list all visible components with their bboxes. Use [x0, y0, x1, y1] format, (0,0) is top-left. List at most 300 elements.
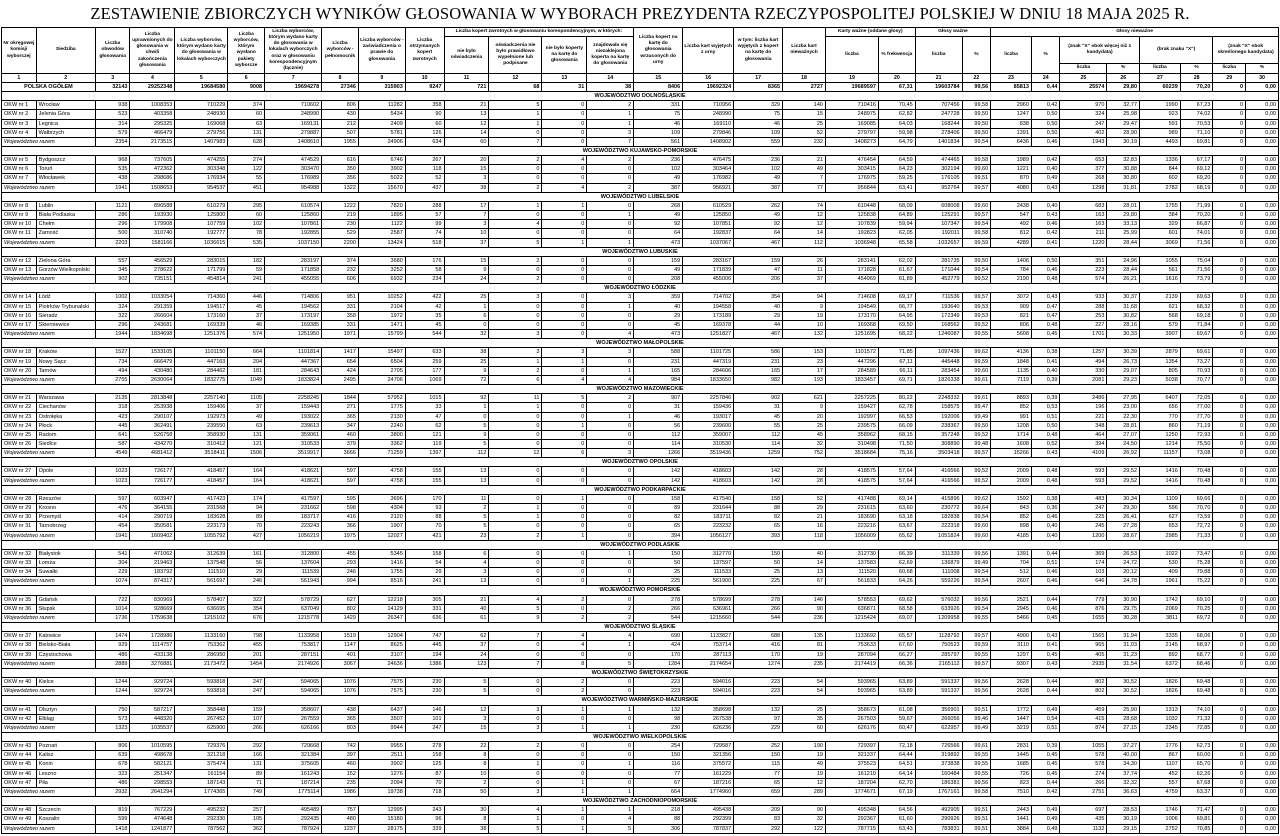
value-cell: 212 [322, 119, 359, 128]
value-cell: 69,48 [1180, 687, 1213, 696]
value-cell: 305 [405, 595, 444, 604]
value-cell: 131 [228, 128, 265, 137]
value-cell: 4 [489, 806, 542, 815]
value-cell: 99,60 [962, 531, 991, 540]
value-cell: 246 [228, 577, 265, 586]
value-cell: 0 [1213, 659, 1246, 668]
value-cell: 30,52 [1107, 678, 1140, 687]
value-cell: 0,00 [1246, 375, 1279, 384]
value-cell: 582121 [130, 760, 175, 769]
value-cell: 0 [542, 366, 587, 375]
value-cell: 262 [734, 201, 783, 210]
value-cell: 3107 [358, 650, 405, 659]
value-cell: 322 [95, 311, 130, 320]
value-cell: 289 [783, 787, 826, 796]
value-cell: 279887 [265, 128, 322, 137]
value-cell: 1447 [991, 714, 1032, 723]
value-cell: 88 [734, 504, 783, 513]
value-cell: 0 [1213, 687, 1246, 696]
header-group-glosy-niewazne: Głosy nieważne [991, 28, 1279, 37]
header-sub2-pct: % [1180, 63, 1213, 73]
value-cell: 3335 [1140, 632, 1181, 641]
value-cell: 418603 [683, 476, 734, 485]
value-cell: 248990 [265, 110, 322, 119]
value-cell: 192011 [915, 229, 962, 238]
value-cell: 0,44 [1031, 82, 1060, 91]
value-cell: 19 [783, 311, 826, 320]
section-name: WOJEWÓDZTWO WIELKOPOLSKIE [2, 732, 1279, 741]
value-cell: 0,44 [1031, 549, 1060, 558]
value-cell: 633926 [915, 604, 962, 613]
value-cell: 0,41 [1031, 357, 1060, 366]
value-cell: 597 [322, 467, 359, 476]
value-cell: 1276 [358, 769, 405, 778]
value-cell: 159 [634, 256, 683, 265]
value-cell: 1101150 [175, 348, 228, 357]
value-cell: 621 [783, 394, 826, 403]
value-cell: 71,19 [1180, 421, 1213, 430]
value-cell: 779 [1060, 595, 1107, 604]
value-cell: 236 [734, 156, 783, 165]
value-cell: 4900 [991, 632, 1032, 641]
siedziba: Słupsk [36, 604, 95, 613]
value-cell: 3902 [358, 760, 405, 769]
siedziba: Chełm [36, 220, 95, 229]
value-cell: 494 [95, 366, 130, 375]
value-cell: 0 [489, 439, 542, 448]
value-cell: 896588 [130, 201, 175, 210]
value-cell: 115 [734, 760, 783, 769]
value-cell: 311339 [915, 549, 962, 558]
value-cell: 7 [489, 632, 542, 641]
value-cell: 1209958 [915, 613, 962, 622]
value-cell: 3503418 [915, 449, 962, 458]
row-label: Województwo razem [2, 137, 96, 146]
value-cell: 0,54 [1031, 714, 1060, 723]
value-cell: 0 [587, 229, 634, 238]
value-cell: 69,12 [1180, 165, 1213, 174]
value-cell: 192823 [825, 229, 878, 238]
value-cell: 0,46 [1031, 513, 1060, 522]
value-cell: 245 [1060, 522, 1107, 531]
value-cell: 578 [1060, 751, 1107, 760]
value-cell: 422 [405, 293, 444, 302]
value-cell: 418575 [825, 476, 878, 485]
value-cell: 82 [734, 513, 783, 522]
table-row [2, 266, 1279, 275]
value-cell: 1519 [322, 632, 359, 641]
value-cell: 248990 [683, 110, 734, 119]
value-cell: 221 [1060, 412, 1107, 421]
value-cell: 99,54 [962, 266, 991, 275]
value-cell: 989 [1140, 128, 1181, 137]
okw-number: OKW nr 15 [2, 302, 37, 311]
value-cell: 472362 [130, 165, 175, 174]
value-cell: 27,28 [1107, 522, 1140, 531]
value-cell: 131 [228, 430, 265, 439]
value-cell: 1215102 [175, 613, 228, 622]
value-cell: 2705 [358, 366, 405, 375]
value-cell: 0,48 [1031, 320, 1060, 329]
value-cell: 61,89 [878, 275, 915, 284]
value-cell: 99,54 [962, 604, 991, 613]
value-cell: 1685 [991, 760, 1032, 769]
value-cell: 73,79 [1180, 275, 1213, 284]
value-cell: 0 [542, 504, 587, 513]
table-row [2, 760, 1279, 769]
value-cell: 46 [228, 320, 265, 329]
value-cell: 296 [95, 320, 130, 329]
value-cell: 982 [734, 375, 783, 384]
section-name: WOJEWÓDZTWO ZACHODNIOPOMORSKIE [2, 797, 1279, 806]
value-cell: 168244 [915, 119, 962, 128]
value-cell: 64,56 [878, 806, 915, 815]
value-cell: 359007 [683, 430, 734, 439]
value-cell: 356 [322, 174, 359, 183]
value-cell: 1989 [991, 156, 1032, 165]
value-cell: 308890 [915, 439, 962, 448]
value-cell: 3 [542, 348, 587, 357]
value-cell: 1297 [991, 650, 1032, 659]
siedziba: Elbląg [36, 714, 95, 723]
value-cell: 131 [228, 760, 265, 769]
value-cell: 267452 [175, 714, 228, 723]
value-cell: 0 [542, 174, 587, 183]
value-cell: 678 [95, 760, 130, 769]
value-cell: 636961 [683, 604, 734, 613]
value-cell: 1975 [322, 531, 359, 540]
value-cell: 5781 [358, 128, 405, 137]
value-cell: 0 [1213, 577, 1246, 586]
value-cell: 109 [634, 128, 683, 137]
value-cell: 2 [489, 275, 542, 284]
value-cell: 357248 [915, 430, 962, 439]
value-cell: 0 [1213, 348, 1246, 357]
value-cell: 417488 [825, 494, 878, 503]
value-cell: 99,50 [962, 110, 991, 119]
value-cell: 295325 [130, 119, 175, 128]
value-cell: 35 [783, 714, 826, 723]
value-cell: 377 [1060, 165, 1107, 174]
value-cell: 64,23 [878, 165, 915, 174]
value-cell: 0,45 [1031, 650, 1060, 659]
value-cell: 71,10 [1180, 128, 1213, 137]
value-cell: 0,00 [1246, 412, 1279, 421]
value-cell: 182 [228, 256, 265, 265]
value-cell: 0,00 [1246, 238, 1279, 247]
value-cell: 192973 [175, 412, 228, 421]
value-cell: 28,68 [1107, 714, 1140, 723]
value-cell: 223 [734, 687, 783, 696]
okw-number: OKW nr 4 [2, 128, 37, 137]
value-cell: 1101572 [825, 348, 878, 357]
value-cell: 70,45 [878, 101, 915, 110]
value-cell: 579 [1140, 320, 1181, 329]
value-cell: 99,60 [962, 165, 991, 174]
row-label: POLSKA OGÓŁEM [2, 82, 96, 91]
value-cell: 266604 [130, 311, 175, 320]
value-cell: 1 [587, 705, 634, 714]
value-cell: 0,48 [1031, 467, 1060, 476]
value-cell: 1833457 [825, 375, 878, 384]
value-cell: 5 [489, 238, 542, 247]
value-cell: 69,72 [1180, 613, 1213, 622]
value-cell: 292 [734, 824, 783, 833]
value-cell: 1109 [1140, 494, 1181, 503]
okw-number: OKW nr 18 [2, 348, 37, 357]
value-cell: 0,42 [1031, 156, 1060, 165]
value-cell: 187216 [683, 778, 734, 787]
value-cell: 132 [783, 330, 826, 339]
value-cell: 726566 [915, 742, 962, 751]
row-label: Województwo razem [2, 659, 96, 668]
section-name: WOJEWÓDZTWO PODKARPACKIE [2, 485, 1279, 494]
table-row [2, 705, 1279, 714]
value-cell: 1069 [405, 375, 444, 384]
table-row [2, 559, 1279, 568]
value-cell: 99,51 [962, 705, 991, 714]
value-cell: 37 [783, 275, 826, 284]
row-label: Województwo razem [2, 787, 96, 796]
value-cell: 63,43 [878, 824, 915, 833]
value-cell: 561900 [683, 577, 734, 586]
value-cell: 0,00 [1246, 760, 1279, 769]
value-cell: 541 [95, 549, 130, 558]
value-cell: 591337 [915, 678, 962, 687]
value-cell: 68 [489, 82, 542, 91]
siedziba: Gdańsk [36, 595, 95, 604]
value-cell: 852 [991, 403, 1032, 412]
value-cell: 9955 [358, 742, 405, 751]
value-cell: 292367 [825, 815, 878, 824]
value-cell: 0,00 [1246, 577, 1279, 586]
value-cell: 15670 [358, 183, 405, 192]
value-cell: 578553 [825, 595, 878, 604]
value-cell: 183690 [825, 513, 878, 522]
value-cell: 69,61 [1180, 348, 1213, 357]
value-cell: 621 [1140, 302, 1181, 311]
value-cell: 99,60 [962, 522, 991, 531]
value-cell: 747 [405, 632, 444, 641]
value-cell: 65 [734, 522, 783, 531]
value-cell: 0 [587, 513, 634, 522]
value-cell: 0 [489, 549, 542, 558]
value-cell: 29,52 [1107, 467, 1140, 476]
value-cell: 1221 [991, 165, 1032, 174]
value-cell: 1135 [991, 366, 1032, 375]
value-cell: 2 [489, 183, 542, 192]
value-cell: 279797 [825, 128, 878, 137]
value-cell: 28,44 [1107, 238, 1140, 247]
table-row [2, 769, 1279, 778]
value-cell: 29,30 [1107, 504, 1140, 513]
value-cell: 283141 [825, 256, 878, 265]
value-cell: 1105 [228, 394, 265, 403]
value-cell: 588 [634, 348, 683, 357]
value-cell: 60,47 [878, 723, 915, 732]
value-cell: 70,85 [1180, 824, 1213, 833]
value-cell: 231 [734, 357, 783, 366]
value-cell: 735151 [130, 275, 175, 284]
value-cell: 9008 [228, 82, 265, 91]
value-cell: 67,19 [878, 787, 915, 796]
section-name: WOJEWÓDZTWO OPOLSKIE [2, 458, 1279, 467]
value-cell: 561 [1140, 266, 1181, 275]
value-cell: 281735 [915, 256, 962, 265]
value-cell: 2607 [991, 577, 1032, 586]
value-cell: 2354 [95, 137, 130, 146]
value-cell: 350581 [130, 522, 175, 531]
value-cell: 3276881 [130, 659, 175, 668]
value-cell: 176 [405, 256, 444, 265]
value-cell: 860 [1140, 421, 1181, 430]
value-cell: 0 [587, 430, 634, 439]
value-cell: 137548 [175, 559, 228, 568]
value-cell: 3 [587, 128, 634, 137]
value-cell: 71,33 [1180, 531, 1213, 540]
value-cell: 4 [542, 156, 587, 165]
value-cell: 0,36 [1031, 504, 1060, 513]
okw-number: OKW nr 9 [2, 211, 37, 220]
value-cell: 70,70 [1180, 504, 1213, 513]
value-cell: 1015 [405, 394, 444, 403]
value-cell: 168562 [915, 320, 962, 329]
value-cell: 0 [1213, 256, 1246, 265]
value-cell: 2257225 [825, 394, 878, 403]
value-cell: 28,81 [1107, 421, 1140, 430]
value-cell: 231615 [825, 504, 878, 513]
value-cell: 492 [991, 220, 1032, 229]
value-cell: 576032 [915, 595, 962, 604]
value-cell: 467 [734, 238, 783, 247]
table-row [2, 394, 1279, 403]
column-number: 6 [228, 73, 265, 82]
value-cell: 3518411 [175, 449, 228, 458]
section-header-row [2, 146, 1279, 155]
value-cell: 64,51 [878, 760, 915, 769]
value-cell: 71,32 [1180, 714, 1213, 723]
value-cell: 0,44 [1031, 678, 1060, 687]
value-cell: 321218 [175, 751, 228, 760]
value-cell: 5 [444, 522, 489, 531]
value-cell: 1407983 [175, 137, 228, 146]
value-cell: 1107 [1140, 760, 1181, 769]
value-cell: 636 [405, 613, 444, 622]
value-cell: 99,46 [962, 714, 991, 723]
value-cell: 25 [734, 568, 783, 577]
value-cell: 14129 [358, 604, 405, 613]
value-cell: 40 [783, 549, 826, 558]
value-cell: 2 [489, 256, 542, 265]
value-cell: 2190 [991, 275, 1032, 284]
value-cell: 278406 [915, 128, 962, 137]
value-cell: 15180 [358, 815, 405, 824]
voivodeship-total-row [2, 787, 1279, 796]
value-cell: 1035537 [130, 723, 175, 732]
table-header [2, 28, 1279, 83]
value-cell: 194549 [825, 302, 878, 311]
value-cell: 1023 [95, 476, 130, 485]
value-cell: 77,70 [1180, 412, 1213, 421]
value-cell: 25 [783, 705, 826, 714]
header-karty-lacznie: Liczba wyborców, którym wydano karty do głosowania w lokalach wyborczych oraz w głosowaniu korespondencyjnym (łącznie) [265, 28, 322, 74]
value-cell: 0 [542, 742, 587, 751]
value-cell: 292 [228, 742, 265, 751]
value-cell: 2 [587, 156, 634, 165]
value-cell: 0 [489, 577, 542, 586]
value-cell: 99,58 [962, 156, 991, 165]
value-cell: 1 [489, 403, 542, 412]
value-cell: 290719 [130, 513, 175, 522]
value-cell: 1401834 [915, 137, 962, 146]
value-cell: 62,69 [878, 559, 915, 568]
value-cell: 480 [322, 815, 359, 824]
value-cell: 0,00 [1246, 430, 1279, 439]
value-cell: 401 [322, 650, 359, 659]
value-cell: 96 [405, 815, 444, 824]
value-cell: 38 [444, 824, 489, 833]
value-cell: 359 [634, 293, 683, 302]
value-cell: 0,00 [1246, 659, 1279, 668]
value-cell: 1506 [228, 449, 265, 458]
value-cell: 0 [489, 751, 542, 760]
table-row [2, 101, 1279, 110]
value-cell: 45 [228, 302, 265, 311]
value-cell: 59,25 [878, 174, 915, 183]
value-cell: 278 [734, 595, 783, 604]
value-cell: 559226 [915, 577, 962, 586]
value-cell: 0 [1213, 229, 1246, 238]
value-cell: 298686 [130, 174, 175, 183]
value-cell: 433138 [130, 650, 175, 659]
value-cell: 114 [634, 439, 683, 448]
value-cell: 24636 [358, 659, 405, 668]
value-cell: 140 [783, 101, 826, 110]
value-cell: 26,21 [1107, 275, 1140, 284]
value-cell: 12027 [358, 531, 405, 540]
value-cell: 4 [444, 559, 489, 568]
value-cell: 0 [587, 751, 634, 760]
value-cell: 230 [405, 687, 444, 696]
value-cell: 0,40 [1031, 201, 1060, 210]
value-cell: 75 [634, 110, 683, 119]
value-cell: 844 [1140, 165, 1181, 174]
value-cell: 1247 [991, 110, 1032, 119]
value-cell: 0 [587, 201, 634, 210]
value-cell: 3110 [991, 641, 1032, 650]
value-cell: 599 [95, 815, 130, 824]
value-cell: 179908 [130, 220, 175, 229]
value-cell: 1076 [322, 687, 359, 696]
value-cell: 0 [1213, 119, 1246, 128]
value-cell: 415896 [915, 494, 962, 503]
value-cell: 209 [734, 806, 783, 815]
value-cell: 892 [1140, 650, 1181, 659]
value-cell: 266056 [915, 714, 962, 723]
header-glosy-wazne-pct: % [962, 37, 991, 74]
value-cell: 0,40 [1031, 531, 1060, 540]
value-cell: 0,51 [1031, 559, 1060, 568]
value-cell: 1397 [405, 449, 444, 458]
value-cell: 70,20 [1180, 82, 1213, 91]
value-cell: 362 [228, 824, 265, 833]
value-cell: 0 [587, 256, 634, 265]
value-cell: 0 [1213, 568, 1246, 577]
value-cell: 1251376 [175, 330, 228, 339]
value-cell: 66,77 [878, 302, 915, 311]
table-row [2, 293, 1279, 302]
value-cell: 3519917 [265, 449, 322, 458]
